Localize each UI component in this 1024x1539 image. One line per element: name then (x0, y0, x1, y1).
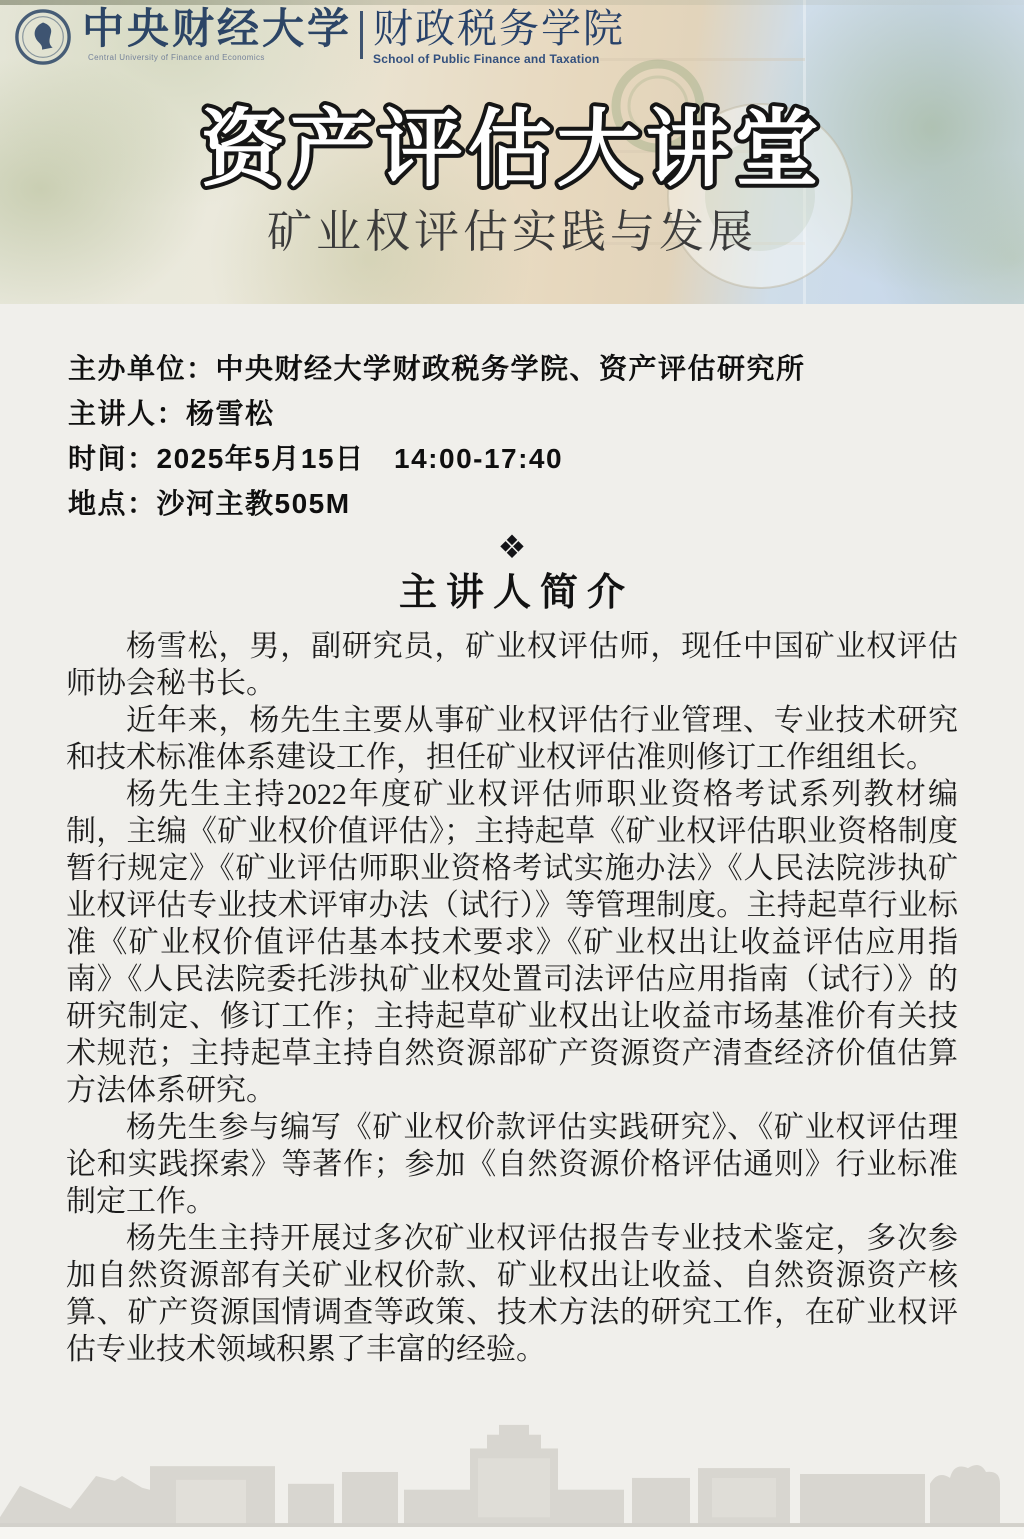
speaker-intro-heading: 主讲人简介 (398, 572, 634, 614)
speaker-value: 杨雪松 (186, 398, 275, 429)
bio-paragraph-2: 近年来，杨先生主要从事矿业权评估行业管理、专业技术研究和技术标准体系建设工作，担任矿业权评估准则修订工作组组长。 (66, 704, 958, 774)
speaker-line (68, 391, 1024, 436)
school-name-en: School of Public Finance and Taxation (373, 52, 600, 66)
university-name-en: Central University of Finance and Economics (88, 53, 265, 62)
bottom-margin-strip (0, 1527, 1024, 1539)
hero-banner (0, 0, 1024, 304)
venue-line (68, 481, 1024, 526)
bio-paragraph-1: 杨雪松，男，副研究员，矿业权评估师，现任中国矿业权评估师协会秘书长。 (66, 630, 958, 700)
bio-paragraph-5: 杨先生主持开展过多次矿业权评估报告专业技术鉴定，多次参加自然资源部有关矿业权价款、矿业权出让收益、自然资源资产核算、矿产资源国情调查等政策、技术方法的研究工作，在矿业权评估专业技术领域积累了丰富的经验。 (66, 1222, 958, 1366)
school-name: 财政税务学院 (373, 7, 626, 51)
event-info (68, 346, 1024, 526)
brand-header (0, 0, 1024, 66)
poster-title: 资产评估大讲堂 (200, 100, 824, 198)
university-seal-icon (14, 8, 72, 66)
bio-paragraph-4: 杨先生参与编写《矿业权价款评估实践研究》、《矿业权评估理论和实践探索》等著作；参加《自然资源价格评估通则》行业标准制定工作。 (66, 1111, 958, 1218)
time-label: 时间： (68, 443, 157, 474)
brand-divider (360, 11, 363, 59)
venue-value: 沙河主教505M (156, 488, 351, 519)
venue-label: 地点： (68, 488, 157, 519)
campus-skyline-illustration (0, 1419, 1024, 1527)
school-name-block (373, 8, 625, 66)
bio-paragraph-3: 杨先生主持2022年度矿业权评估师职业资格考试系列教材编制，主编《矿业权价值评估》；主持起草《矿业权评估职业资格制度暂行规定》《矿业评估师职业资格考试实施办法》《人民法院涉执矿业权评估专业技术评审办法（试行）》等管理制度。主持起草行业标准《矿业权价值评估基本技术要求》《矿业权出让收益评估应用指南》《人民法院委托涉执矿业权处置司法评估应用指南（试行）》的研究制定、修订工作；主持起草矿业权出让收益市场基准价有关技术规范；主持起草主持自然资源部矿产资源资产清查经济价值估算方法体系研究。 (66, 778, 958, 1107)
organizer-value: 中央财经大学财政税务学院、资产评估研究所 (215, 353, 806, 384)
university-name: 中央财经大学 (82, 7, 353, 53)
organizer-line (68, 346, 1024, 391)
diamond-ornament-icon: ❖ (497, 529, 527, 565)
speaker-label: 主讲人： (68, 398, 187, 429)
time-line (68, 436, 1024, 481)
organizer-label: 主办单位： (68, 353, 216, 384)
time-value: 2025年5月15日 14:00-17:40 (156, 443, 564, 474)
university-name-block (82, 8, 352, 62)
poster-title-banner (0, 80, 1024, 200)
speaker-bio (66, 628, 958, 1368)
poster-subtitle: 矿业权评估实践与发展 (266, 206, 757, 257)
